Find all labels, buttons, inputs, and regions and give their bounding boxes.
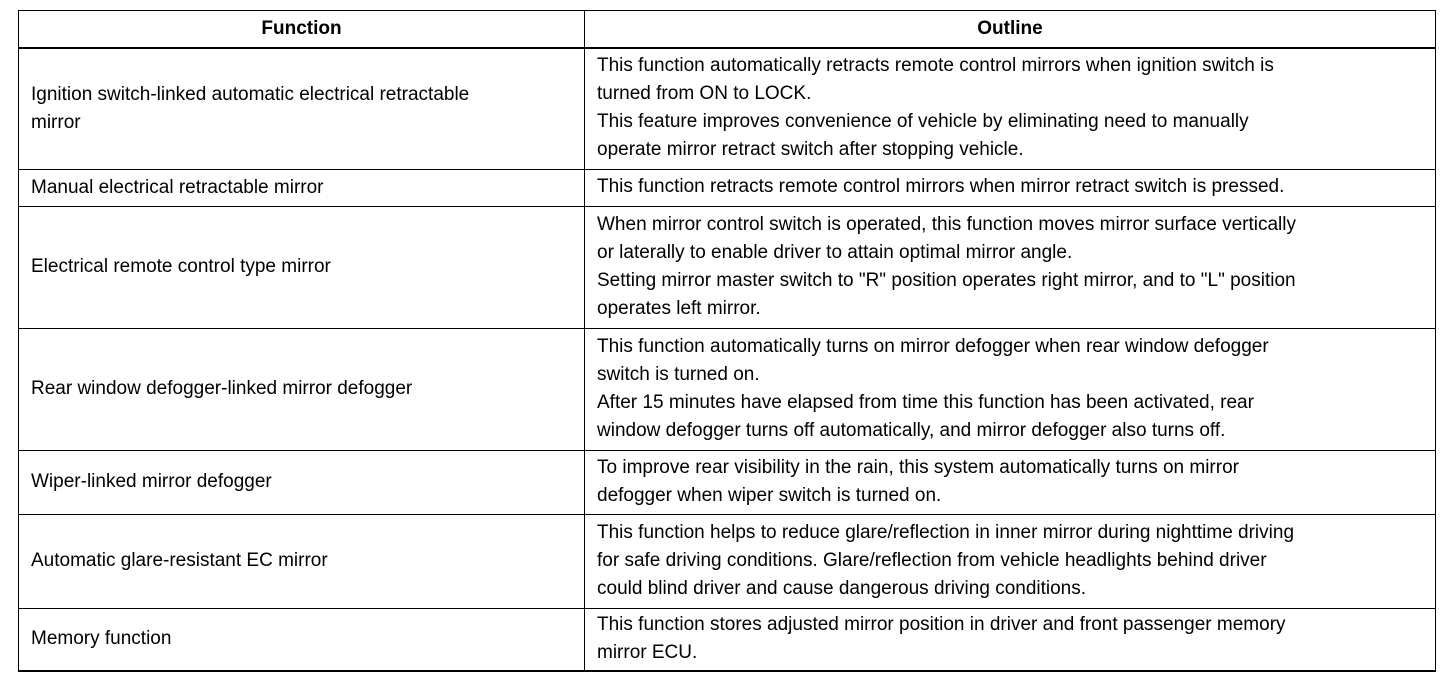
function-text-line: Rear window defogger-linked mirror defogger <box>31 378 413 399</box>
table-header-row <box>19 11 1436 49</box>
outline-text-line: could blind driver and cause dangerous driving conditions. <box>597 577 1087 599</box>
outline-text-line: window defogger turns off automatically, and mirror defogger also turns off. <box>597 419 1226 441</box>
function-outline-table <box>18 10 1436 672</box>
outline-text-line: for safe driving conditions. Glare/reflection from vehicle headlights behind driver <box>597 549 1267 571</box>
function-text-line: Electrical remote control type mirror <box>31 256 331 277</box>
table-row <box>19 514 1436 608</box>
outline-text-line: defogger when wiper switch is turned on. <box>597 484 942 506</box>
outline-text-line: This function automatically retracts remote control mirrors when ignition switch is <box>597 55 1274 77</box>
function-text-line: Automatic glare-resistant EC mirror <box>31 550 328 571</box>
function-cell <box>19 48 585 169</box>
function-cell <box>19 608 585 671</box>
function-cell <box>19 514 585 608</box>
outline-text-line: After 15 minutes have elapsed from time this function has been activated, rear <box>597 391 1254 413</box>
outline-cell <box>585 48 1436 169</box>
outline-text-line: This function stores adjusted mirror position in driver and front passenger memory <box>597 613 1286 635</box>
table-body <box>19 48 1436 671</box>
outline-text-line: Setting mirror master switch to "R" position operates right mirror, and to "L" position <box>597 269 1296 291</box>
outline-text-line: operates left mirror. <box>597 297 761 319</box>
outline-text-line: operate mirror retract switch after stopping vehicle. <box>597 139 1024 161</box>
outline-column-header: Outline <box>585 11 1436 49</box>
function-column-header: Function <box>19 11 585 49</box>
function-text-line: Ignition switch-linked automatic electrical retractable <box>31 83 470 105</box>
outline-cell <box>585 514 1436 608</box>
table-row <box>19 48 1436 169</box>
function-text-line: mirror <box>31 111 81 133</box>
outline-text-line: To improve rear visibility in the rain, this system automatically turns on mirror <box>597 456 1239 478</box>
function-cell <box>19 450 585 514</box>
outline-text-line: This feature improves convenience of vehicle by eliminating need to manually <box>597 111 1249 133</box>
outline-text-line: This function helps to reduce glare/reflection in inner mirror during nighttime driving <box>597 521 1295 543</box>
function-cell <box>19 206 585 328</box>
outline-cell <box>585 206 1436 328</box>
outline-cell <box>585 328 1436 450</box>
table-row <box>19 206 1436 328</box>
table-row <box>19 169 1436 206</box>
outline-cell <box>585 450 1436 514</box>
outline-text-line: This function automatically turns on mirror defogger when rear window defogger <box>597 335 1269 357</box>
outline-cell <box>585 169 1436 206</box>
outline-text-line: When mirror control switch is operated, this function moves mirror surface vertically <box>597 213 1297 235</box>
outline-text-line: or laterally to enable driver to attain optimal mirror angle. <box>597 241 1073 263</box>
table-row <box>19 450 1436 514</box>
outline-text-line: This function retracts remote control mirrors when mirror retract switch is pressed. <box>597 176 1285 197</box>
function-text-line: Manual electrical retractable mirror <box>31 176 324 198</box>
outline-text-line: switch is turned on. <box>597 363 760 385</box>
table-row <box>19 608 1436 671</box>
function-cell <box>19 169 585 206</box>
function-cell <box>19 328 585 450</box>
table-row <box>19 328 1436 450</box>
outline-text-line: mirror ECU. <box>597 641 698 663</box>
function-text-line: Memory function <box>31 628 172 650</box>
outline-cell <box>585 608 1436 671</box>
outline-text-line: turned from ON to LOCK. <box>597 83 812 105</box>
function-text-line: Wiper-linked mirror defogger <box>31 471 272 492</box>
